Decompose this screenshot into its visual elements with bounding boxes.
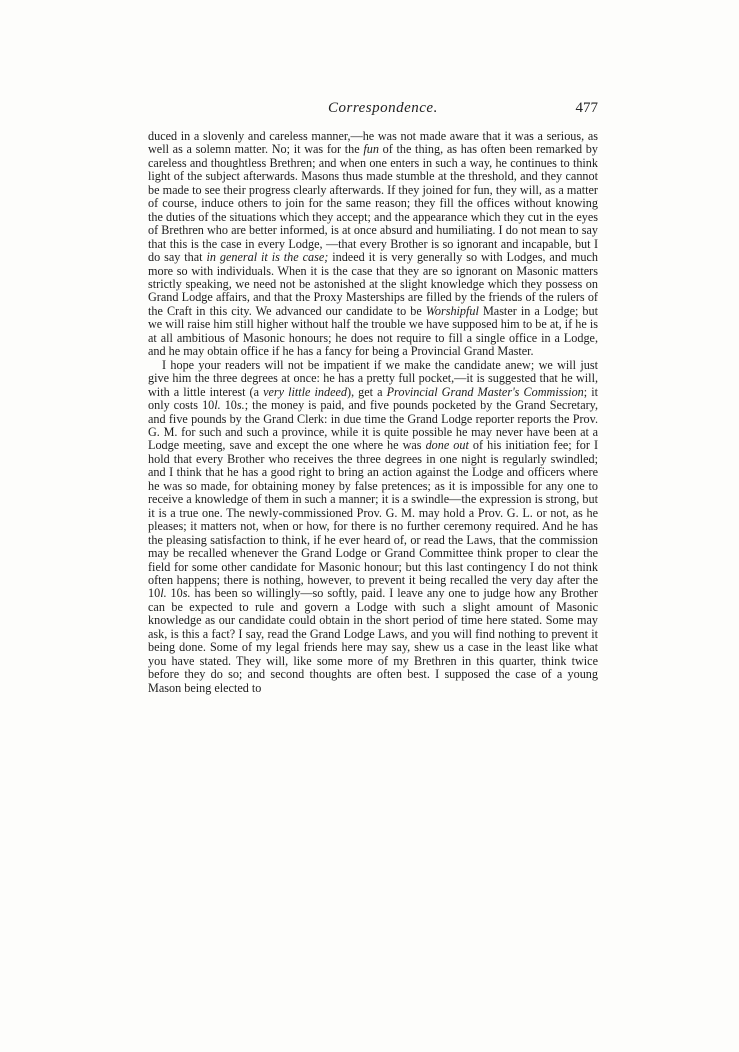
text-run-italic: l. [160,586,167,601]
text-run: ), get a [347,384,387,399]
text-run: Master in a Lodge; but we will raise him still higher without half the trouble we have supposed him to be at, if he is at all ambitious of Masonic honours; he does not require to fill a single office in a Lodge, and he may obtain office if he has a fancy for being a Provincial Grand Master. [148,303,599,359]
text-run-italic: s. [182,586,191,601]
text-run: has been so willingly—so softly, paid. I leave any one to judge how any Brother can be expected to rule and govern a Lodge with such a slight amount of Masonic knowledge as our candidate could obtain in the short period of time here stated. Some may ask, is this a fact? I say, read the Grand Lodge Laws, and you will find nothing to prevent it being done. Some of my legal friends here may say, shew us a case in the least like what you have stated. They will, like some more of my Brethren in this quarter, think twice before they do so; and second thoughts are often best. I supposed the case of a young Mason being elected to [148,586,598,695]
text-run: of the thing, as has often been remarked by careless and thoughtless Brethren; and when one enters in such a way, he continues to think light of the subject afterwards. Masons thus made stumble at the threshold, and they cannot be made to see their progress clearly afterwards. If they joined for fun, they will, as a matter of course, induce others to join for the same reason; they fill the offices without knowing the duties of the situations which they accept; and the appearance which they cut in the eyes of Brethren who are better informed, is at once absurd and humiliating. I do not mean to say that this is the case in every Lodge, —that every Brother is so ignorant and incapable, but I do say that [148,142,598,265]
text-run: 10 [220,398,237,413]
text-run: duced in a slovenly and careless manner,—he was not made aware that it was a serious, as well as a solemn matter. No; it was for the [148,129,598,157]
paragraph-2 [148,359,598,695]
text-run-italic: very little indeed [263,384,348,399]
text-run-italic: Provincial Grand Master's Commission [386,384,584,399]
page-header [148,100,598,124]
body-text [148,130,598,695]
text-run-italic: s. [236,398,245,413]
text-run-italic: in general it is the case; [206,250,329,265]
text-run: ; it only costs 10 [148,384,598,413]
text-run-italic: fun [363,142,379,157]
text-run: of his initiation fee; for I hold that every Brother who receives the three degrees in one night is regularly swindled; and I think that he has a good right to bring an action against the Lodge and officers where he was so made, for obtaining money by false pretences; as it is impossible for any one to receive a knowledge of them in such a manner; it is a swindle—the expression is strong, but it is a true one. The newly-commissioned Prov. G. M. may hold a Prov. G. L. or not, as he pleases; it matters not, when or how, for there is no further ceremony required. And he has the pleasing satisfaction to think, if he ever heard of, or read the Laws, that the commission may be recalled whenever the Grand Lodge or Grand Committee think proper to clear the field for some other candidate for Masonic honour; but this last contingency I do not think often happens; there is nothing, however, to prevent it being recalled the very day after the 10 [148,438,598,601]
page-number: 477 [575,100,598,116]
text-run: ; the money is paid, and five pounds pocketed by the Grand Secretary, and five pounds by the Grand Clerk: in due time the Grand Lodge reporter reports the Prov. G. M. for such and such a province, while it is quite possible he may never have been at a Lodge meeting, save and except the one where he was [148,398,599,453]
text-run-italic: Worshipful [425,303,479,318]
running-title: Correspondence. [328,100,438,116]
text-run-italic: done out [425,438,469,453]
text-run: indeed it is very generally so with Lodges, and much more so with individuals. When it is the case that they are so ignorant on Masonic matters strictly speaking, we need not be astonished at the slight knowledge which they possess on Grand Lodge affairs, and that the Proxy Masterships are filled by the friends of the rulers of the Craft in this city. We advanced our candidate to be [148,250,598,318]
text-run-italic: l. [214,398,221,413]
paragraph-1 [148,130,598,359]
text-run: I hope your readers will not be impatient if we make the candidate anew; we will just give him the three degrees at once: he has a pretty full pocket,—it is suggested that he will, with a little interest (a [148,357,598,399]
text-run: 10 [166,586,183,601]
